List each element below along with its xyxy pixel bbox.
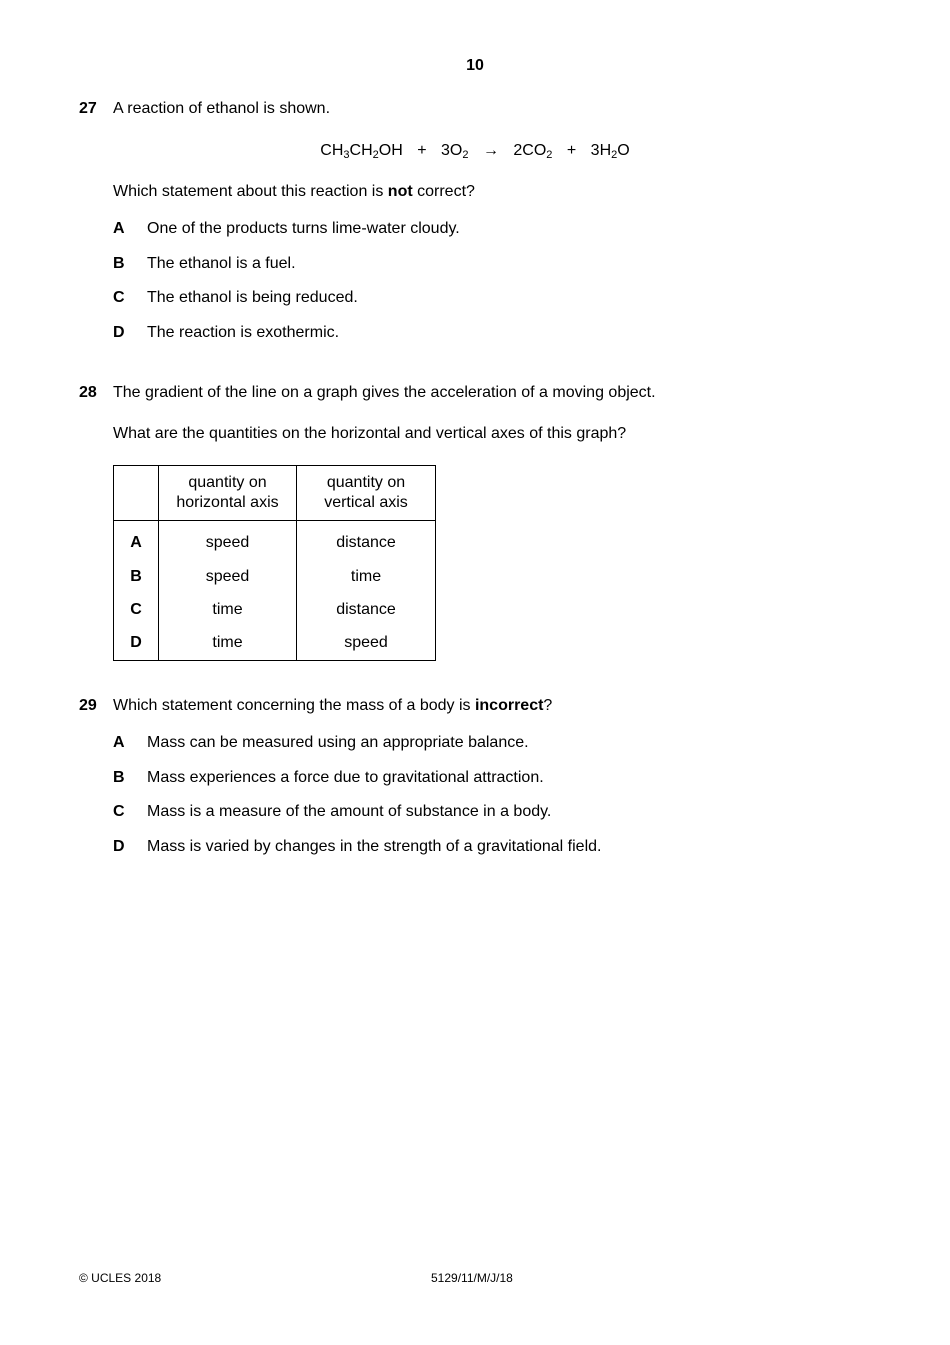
row-c-horizontal: time (159, 594, 297, 627)
q29-option-a-letter: A (113, 734, 125, 751)
question-27-stem: A reaction of ethanol is shown. (113, 100, 331, 117)
q27-option-b-text: The ethanol is a fuel. (147, 255, 296, 272)
question-27-prompt: Which statement about this reaction is not correct? (113, 183, 475, 200)
question-28-prompt: What are the quantities on the horizontal and vertical axes of this graph? (113, 425, 627, 442)
q29-option-a-text: Mass can be measured using an appropriate balance. (147, 734, 529, 751)
table-row (114, 561, 436, 594)
table-row (114, 594, 436, 627)
q27-option-d-text: The reaction is exothermic. (147, 324, 340, 341)
row-a-vertical: distance (297, 521, 436, 561)
q27-option-a-text: One of the products turns lime-water cloudy. (147, 220, 460, 237)
row-b-horizontal: speed (159, 561, 297, 594)
q27-option-c-letter: C (113, 289, 125, 306)
reaction-arrow: → (482, 142, 499, 159)
table-header-blank (114, 466, 159, 521)
page-number: 10 (466, 57, 484, 74)
row-b-letter: B (114, 561, 159, 594)
row-a-horizontal: speed (159, 521, 297, 561)
table-header-vertical: quantity on vertical axis (297, 466, 436, 521)
question-28-number: 28 (79, 384, 97, 401)
q27-option-a-letter: A (113, 220, 125, 237)
row-b-vertical: time (297, 561, 436, 594)
row-d-vertical: speed (297, 627, 436, 661)
q27-option-d-letter: D (113, 324, 125, 341)
row-d-horizontal: time (159, 627, 297, 661)
question-28-stem: The gradient of the line on a graph gives the acceleration of a moving object. (113, 384, 656, 401)
footer-copyright: © UCLES 2018 (79, 1271, 162, 1285)
table-row (114, 521, 436, 561)
question-27-number: 27 (79, 100, 97, 117)
footer-paper-code: 5129/11/M/J/18 (431, 1271, 513, 1285)
table-header-horizontal: quantity on horizontal axis (159, 466, 297, 521)
q29-option-b-text: Mass experiences a force due to gravitational attraction. (147, 769, 544, 786)
question-29-number: 29 (79, 697, 97, 714)
q29-option-b-letter: B (113, 769, 125, 786)
q29-option-c-letter: C (113, 803, 125, 820)
q29-option-c-text: Mass is a measure of the amount of substance in a body. (147, 803, 552, 820)
row-a-letter: A (114, 521, 159, 561)
row-d-letter: D (114, 627, 159, 661)
row-c-letter: C (114, 594, 159, 627)
q27-option-c-text: The ethanol is being reduced. (147, 289, 358, 306)
table-header-row (114, 466, 436, 521)
question-29-stem: Which statement concerning the mass of a body is incorrect? (113, 697, 553, 714)
table-row (114, 627, 436, 661)
q27-option-b-letter: B (113, 255, 125, 272)
q29-option-d-letter: D (113, 838, 125, 855)
q29-option-d-text: Mass is varied by changes in the strength of a gravitational field. (147, 838, 602, 855)
ethanol-combustion-equation: $CH_3CH_2OH + 3O_2 \to 2CO_2 + 3H_2O$ (320, 142, 630, 161)
row-c-vertical: distance (297, 594, 436, 627)
axes-options-table (113, 465, 436, 661)
